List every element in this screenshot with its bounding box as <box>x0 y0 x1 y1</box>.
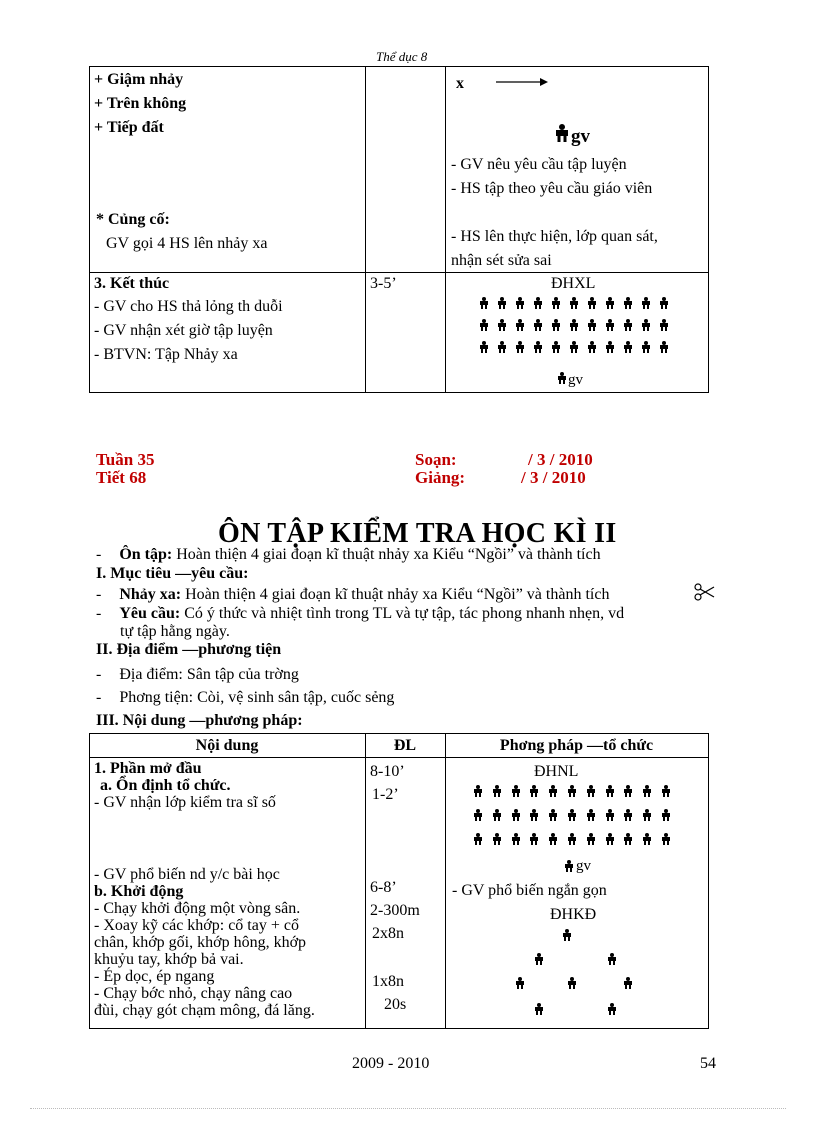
student-icon <box>474 809 482 821</box>
formation-grid-1 <box>480 297 700 367</box>
objective-label: Yêu cầu: <box>119 605 181 622</box>
intro-label: Ôn tập: <box>119 546 173 563</box>
dl-value: 6-8’ <box>370 879 397 896</box>
objective-2-cont: tự tập hằng ngày. <box>120 623 230 640</box>
student-icon <box>563 929 571 941</box>
section-objectives: I. Mục tiêu —yêu cầu: <box>96 565 249 582</box>
ending-list <box>94 295 283 367</box>
student-icon <box>606 297 614 309</box>
student-icon <box>530 785 538 797</box>
student-icon <box>624 319 632 331</box>
col-header-content: Nội dung <box>195 737 259 754</box>
method-line: - GV nêu yêu cầu tập luyện <box>451 156 627 173</box>
period-label: Tiết 68 <box>96 468 147 487</box>
teacher-label: gv <box>568 372 583 388</box>
location-item <box>96 663 299 687</box>
method-notes <box>451 153 652 201</box>
student-icon <box>662 809 670 821</box>
student-icon <box>568 977 576 989</box>
student-icon <box>643 785 651 797</box>
student-icon <box>534 297 542 309</box>
student-icon <box>624 809 632 821</box>
subpart-title: b. Khởi động <box>94 883 184 900</box>
divider <box>30 1108 786 1109</box>
consolidation-text: GV gọi 4 HS lên nhảy xa <box>106 235 268 252</box>
section-location: II. Địa điểm —phương tiện <box>96 641 282 658</box>
student-icon <box>493 809 501 821</box>
student-icon <box>608 953 616 965</box>
teacher-icon <box>565 860 573 872</box>
student-icon <box>480 319 488 331</box>
student-icon <box>474 785 482 797</box>
student-icon <box>498 297 506 309</box>
student-icon <box>642 297 650 309</box>
student-icon <box>587 809 595 821</box>
consolidation-title: * Củng cố: <box>96 211 170 228</box>
content-line: khuỷu tay, khớp bả vai. <box>94 951 244 968</box>
student-icon <box>516 977 524 989</box>
formation-title: ĐHKĐ <box>550 906 597 923</box>
student-icon <box>624 297 632 309</box>
bullet: - <box>96 586 102 603</box>
student-icon <box>588 319 596 331</box>
student-icon <box>662 833 670 845</box>
ending-duration: 3-5’ <box>370 275 397 292</box>
content-line: chân, khớp gối, khớp hông, khớp <box>94 934 307 951</box>
student-icon <box>552 341 560 353</box>
student-icon <box>568 809 576 821</box>
student-icon <box>660 341 668 353</box>
student-icon <box>498 341 506 353</box>
table1-list <box>94 68 186 140</box>
equipment-item <box>96 686 394 710</box>
objective-text: Hoàn thiện 4 giai đoạn kĩ thuật nhảy xa Kiểu “Ngồi” và thành tích <box>181 586 610 603</box>
student-icon <box>512 785 520 797</box>
footer-year: 2009 - 2010 <box>352 1055 430 1072</box>
dl-value: 20s <box>384 996 407 1013</box>
bullet: - <box>96 605 102 622</box>
teacher-icon <box>558 372 566 384</box>
student-icon <box>552 297 560 309</box>
student-icon <box>535 1003 543 1015</box>
student-icon <box>493 833 501 845</box>
student-icon <box>568 785 576 797</box>
objective-text: Có ý thức và nhiệt tình trong TL và tự tập, tác phong nhanh nhẹn, vd <box>180 605 625 622</box>
objective-2 <box>96 605 624 623</box>
subpart-title: a. Ổn định tổ chức. <box>100 777 231 794</box>
teacher-label: gv <box>571 126 590 147</box>
week-label: Tuần 35 <box>96 450 155 469</box>
student-icon <box>570 297 578 309</box>
objective-1 <box>96 586 609 604</box>
objective-label: Nhảy xa: <box>119 586 182 603</box>
ending-item: - GV nhận xét giờ tập luyện <box>94 322 273 339</box>
method-line: nhận sét sửa sai <box>451 252 552 269</box>
student-icon <box>512 833 520 845</box>
scissors-icon <box>694 583 716 601</box>
student-icon <box>474 833 482 845</box>
student-icon <box>568 833 576 845</box>
student-icon <box>516 297 524 309</box>
student-icon <box>660 297 668 309</box>
student-icon <box>498 319 506 331</box>
student-icon <box>516 319 524 331</box>
content-line: - GV phổ biến nd y/c bài học <box>94 866 280 883</box>
student-icon <box>570 319 578 331</box>
teacher-label: gv <box>576 858 591 874</box>
dl-value: 8-10’ <box>370 763 405 780</box>
equipment-text: Phơng tiện: Còi, vệ sinh sân tập, cuốc sẻng <box>119 689 395 706</box>
student-icon <box>642 319 650 331</box>
content-line: - GV nhận lớp kiểm tra sĩ số <box>94 794 276 811</box>
student-icon <box>608 1003 616 1015</box>
student-icon <box>606 341 614 353</box>
prepared-label: Soạn: <box>415 450 457 469</box>
student-icon <box>606 319 614 331</box>
ending-item: - BTVN: Tập Nhảy xa <box>94 346 238 363</box>
section-content: III. Nội dung —phương pháp: <box>96 712 303 729</box>
dl-value: 1-2’ <box>372 786 399 803</box>
ending-title: 3. Kết thúc <box>94 275 170 292</box>
student-icon <box>534 319 542 331</box>
student-icon <box>624 977 632 989</box>
student-icon <box>660 319 668 331</box>
student-icon <box>512 809 520 821</box>
student-icon <box>534 341 542 353</box>
taught-date: / 3 / 2010 <box>521 468 586 487</box>
student-icon <box>587 833 595 845</box>
method-line: - HS tập theo yêu cầu giáo viên <box>451 180 653 197</box>
method-notes-2 <box>451 225 658 273</box>
method-note: - GV phổ biến ngắn gọn <box>452 882 607 899</box>
prepared-date: / 3 / 2010 <box>528 450 593 469</box>
student-icon <box>588 341 596 353</box>
content-line: - Ép dọc, ép ngang <box>94 968 215 985</box>
teacher-icon <box>556 124 568 142</box>
student-icon <box>493 785 501 797</box>
col-header-dl: ĐL <box>393 737 417 754</box>
content-column-2 <box>94 866 364 1019</box>
student-icon <box>549 833 557 845</box>
method-line: - HS lên thực hiện, lớp quan sát, <box>451 228 658 245</box>
step-land: + Tiếp đất <box>94 119 164 136</box>
dl-value: 2x8n <box>372 925 404 942</box>
content-column <box>94 760 364 811</box>
student-icon <box>535 953 543 965</box>
student-icon <box>624 341 632 353</box>
page-header: Thể dục 8 <box>376 49 428 64</box>
intro-text: Hoàn thiện 4 giai đoạn kĩ thuật nhảy xa Kiểu “Ngồi” và thành tích <box>172 546 601 563</box>
student-icon <box>662 785 670 797</box>
content-line: đùi, chạy gót chạm mông, đá lăng. <box>94 1002 315 1019</box>
arrow-right-icon <box>496 76 548 88</box>
student-icon <box>606 809 614 821</box>
warmup-formation <box>510 925 650 1025</box>
dl-value: 2-300m <box>370 902 420 919</box>
student-icon <box>530 809 538 821</box>
student-icon <box>570 341 578 353</box>
student-icon <box>480 341 488 353</box>
student-icon <box>516 341 524 353</box>
content-line: - Chạy bớc nhỏ, chạy nâng cao <box>94 985 293 1002</box>
content-line: - Chạy khởi động một vòng sân. <box>94 900 301 917</box>
student-icon <box>588 297 596 309</box>
student-icon <box>606 833 614 845</box>
step-air: + Trên không <box>94 95 187 112</box>
bullet: - <box>96 666 102 683</box>
page-number: 54 <box>700 1055 716 1072</box>
col-header-method: Phơng pháp —tổ chức <box>499 737 654 754</box>
bullet: - <box>96 689 102 706</box>
student-icon <box>624 785 632 797</box>
formation-grid-2 <box>474 785 704 855</box>
ending-item: - GV cho HS thả lỏng th duỗi <box>94 298 283 315</box>
intro-line <box>96 546 601 564</box>
student-icon <box>643 833 651 845</box>
page-title: ÔN TẬP KIỂM TRA HỌC KÌ II <box>218 518 617 549</box>
student-icon <box>552 319 560 331</box>
student-icon <box>606 785 614 797</box>
content-line: - Xoay kỹ các khớp: cổ tay + cổ <box>94 917 299 934</box>
student-icon <box>480 297 488 309</box>
student-icon <box>549 809 557 821</box>
formation-title: ĐHXL <box>551 275 596 292</box>
student-icon <box>587 785 595 797</box>
bullet: - <box>96 546 102 563</box>
student-icon <box>549 785 557 797</box>
formation-title: ĐHNL <box>534 763 579 780</box>
student-icon <box>530 833 538 845</box>
step-jump: + Giậm nhảy <box>94 71 184 88</box>
student-icon <box>642 341 650 353</box>
taught-label: Giảng: <box>415 468 466 487</box>
x-label: x <box>456 75 464 92</box>
dl-value: 1x8n <box>372 973 404 990</box>
location-text: Địa điểm: Sân tập của trờng <box>119 666 299 683</box>
student-icon <box>624 833 632 845</box>
student-icon <box>643 809 651 821</box>
part-title: 1. Phần mở đầu <box>94 760 202 777</box>
